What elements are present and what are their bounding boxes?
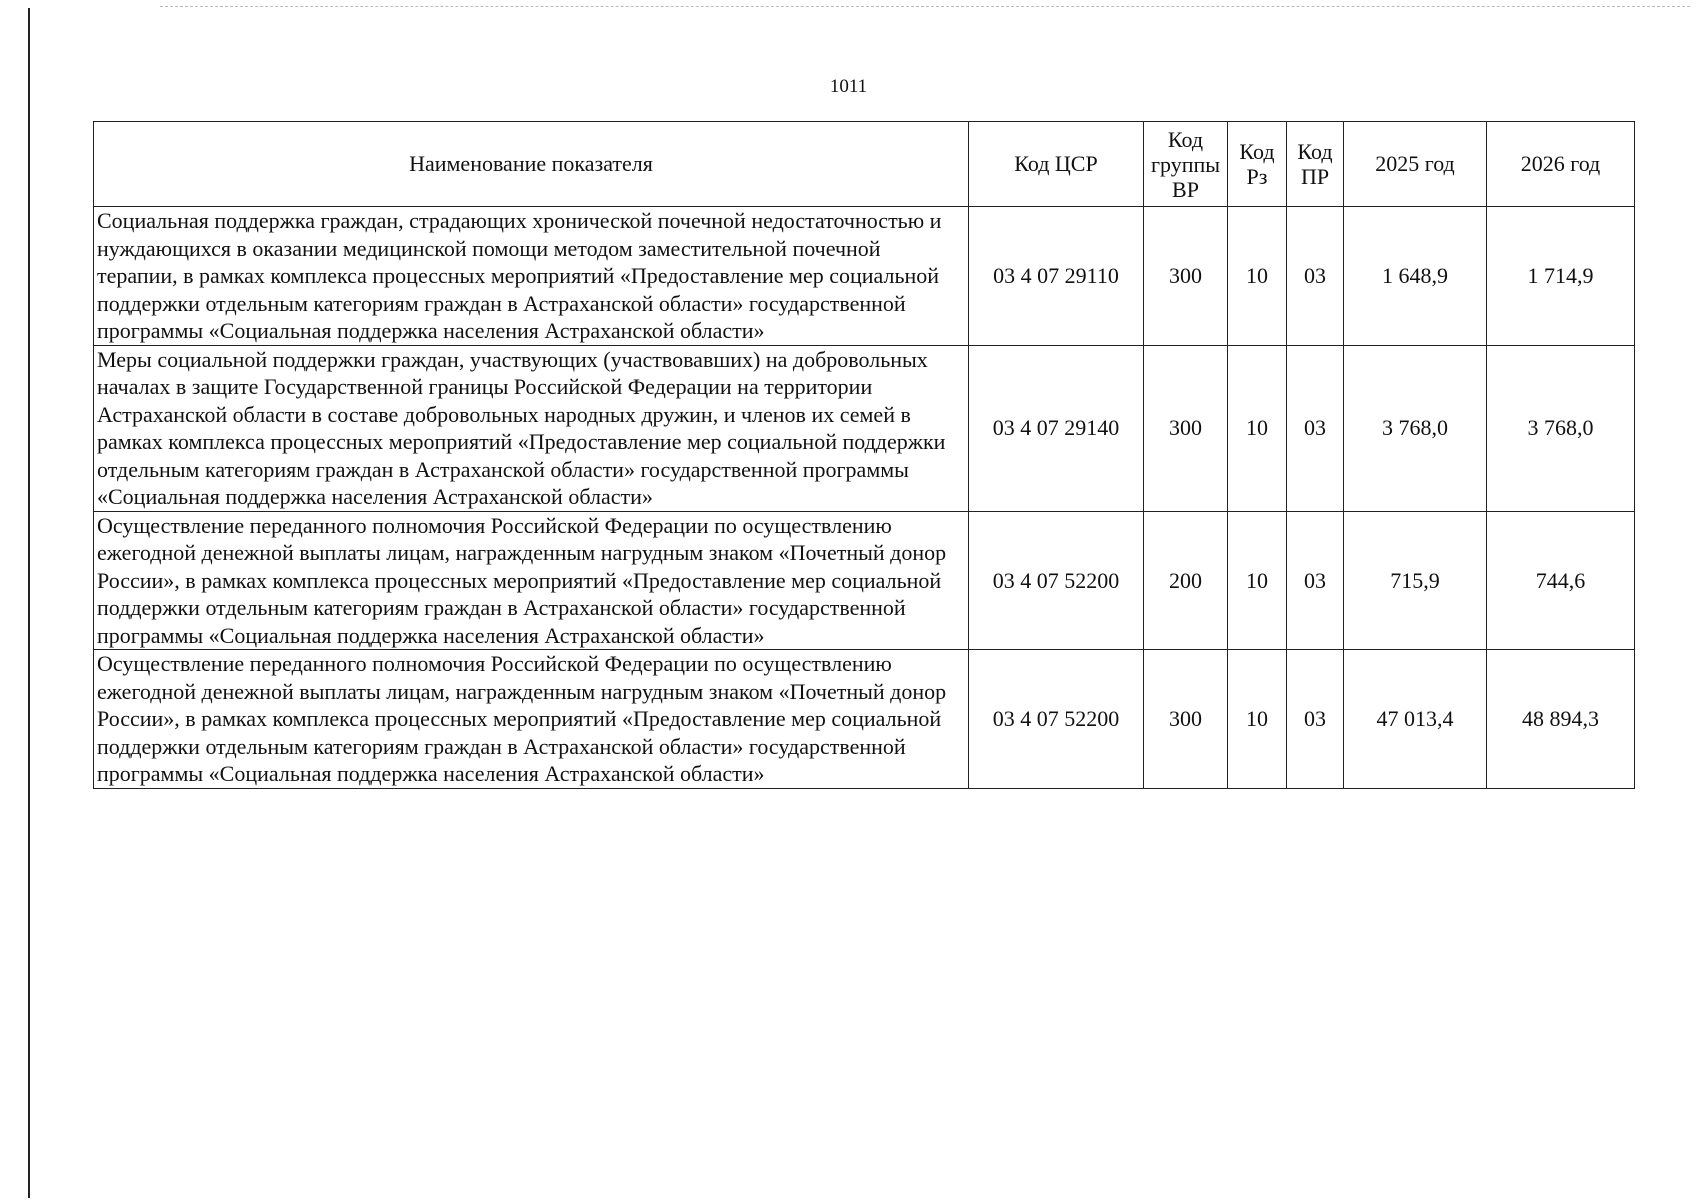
cell-2025: 47 013,4	[1344, 650, 1487, 789]
header-pr-line1: Код	[1297, 139, 1333, 164]
cell-rz: 10	[1228, 345, 1287, 511]
cell-2025: 715,9	[1344, 511, 1487, 650]
header-vr	[1144, 122, 1228, 207]
header-rz-line1: Код	[1239, 139, 1275, 164]
header-pr	[1287, 122, 1344, 207]
header-vr-line1: Код	[1167, 126, 1204, 152]
scan-left-edge	[28, 8, 30, 1198]
cell-2025: 3 768,0	[1344, 345, 1487, 511]
cell-vr: 200	[1144, 511, 1228, 650]
cell-2026: 3 768,0	[1487, 345, 1635, 511]
header-vr-line3: ВР	[1172, 176, 1199, 202]
header-2025: 2025 год	[1344, 122, 1487, 207]
cell-pr: 03	[1287, 650, 1344, 789]
table-row	[94, 207, 1635, 346]
cell-2026: 744,6	[1487, 511, 1635, 650]
cell-name: Осуществление переданного полномочия Российской Федерации по осуществлению ежегодной денежной выплаты лицам, награжденным нагрудным знаком «Почетный донор России», в рамках комплекса процессных мероприятий «Предоставление мер социальной поддержки отдельным категориям граждан в Астраханской области» государственной программы «Социальная поддержка населения Астраханской области»	[94, 511, 969, 650]
header-csr: Код ЦСР	[969, 122, 1144, 207]
table-row	[94, 511, 1635, 650]
header-vr-line2: группы	[1150, 151, 1221, 177]
page-number: 1011	[829, 76, 868, 97]
cell-pr: 03	[1287, 207, 1344, 346]
scan-top-edge	[160, 6, 1690, 7]
cell-vr: 300	[1144, 207, 1228, 346]
cell-name: Меры социальной поддержки граждан, участвующих (участвовавших) на добровольных началах в защите Государственной границы Российской Федерации на территории Астраханской области в составе добровольных народных дружин, и членов их семей в рамках комплекса процессных мероприятий «Предоставление мер социальной поддержки отдельным категориям граждан в Астраханской области» государственной программы «Социальная поддержка населения Астраханской области»	[94, 345, 969, 511]
cell-rz: 10	[1228, 650, 1287, 789]
header-name: Наименование показателя	[94, 122, 969, 207]
cell-vr: 300	[1144, 650, 1228, 789]
cell-csr: 03 4 07 52200	[969, 511, 1144, 650]
cell-name: Осуществление переданного полномочия Российской Федерации по осуществлению ежегодной денежной выплаты лицам, награжденным нагрудным знаком «Почетный донор России», в рамках комплекса процессных мероприятий «Предоставление мер социальной поддержки отдельным категориям граждан в Астраханской области» государственной программы «Социальная поддержка населения Астраханской области»	[94, 650, 969, 789]
cell-rz: 10	[1228, 207, 1287, 346]
cell-2026: 48 894,3	[1487, 650, 1635, 789]
cell-csr: 03 4 07 29110	[969, 207, 1144, 346]
table-header	[94, 122, 1635, 207]
cell-rz: 10	[1228, 511, 1287, 650]
cell-csr: 03 4 07 52200	[969, 650, 1144, 789]
cell-2025: 1 648,9	[1344, 207, 1487, 346]
cell-csr: 03 4 07 29140	[969, 345, 1144, 511]
cell-name: Социальная поддержка граждан, страдающих хронической почечной недостаточностью и нуждающихся в оказании медицинской помощи методом заместительной почечной терапии, в рамках комплекса процессных мероприятий «Предоставление мер социальной поддержки отдельным категориям граждан в Астраханской области» государственной программы «Социальная поддержка населения Астраханской области»	[94, 207, 969, 346]
header-rz	[1228, 122, 1287, 207]
cell-pr: 03	[1287, 511, 1344, 650]
table-row	[94, 650, 1635, 789]
header-row	[94, 122, 1635, 207]
header-pr-line2: ПР	[1300, 164, 1330, 189]
budget-table	[93, 121, 1635, 789]
cell-pr: 03	[1287, 345, 1344, 511]
table-body	[94, 207, 1635, 789]
cell-2026: 1 714,9	[1487, 207, 1635, 346]
header-rz-line2: Рз	[1246, 164, 1268, 189]
cell-vr: 300	[1144, 345, 1228, 511]
table-row	[94, 345, 1635, 511]
header-2026: 2026 год	[1487, 122, 1635, 207]
